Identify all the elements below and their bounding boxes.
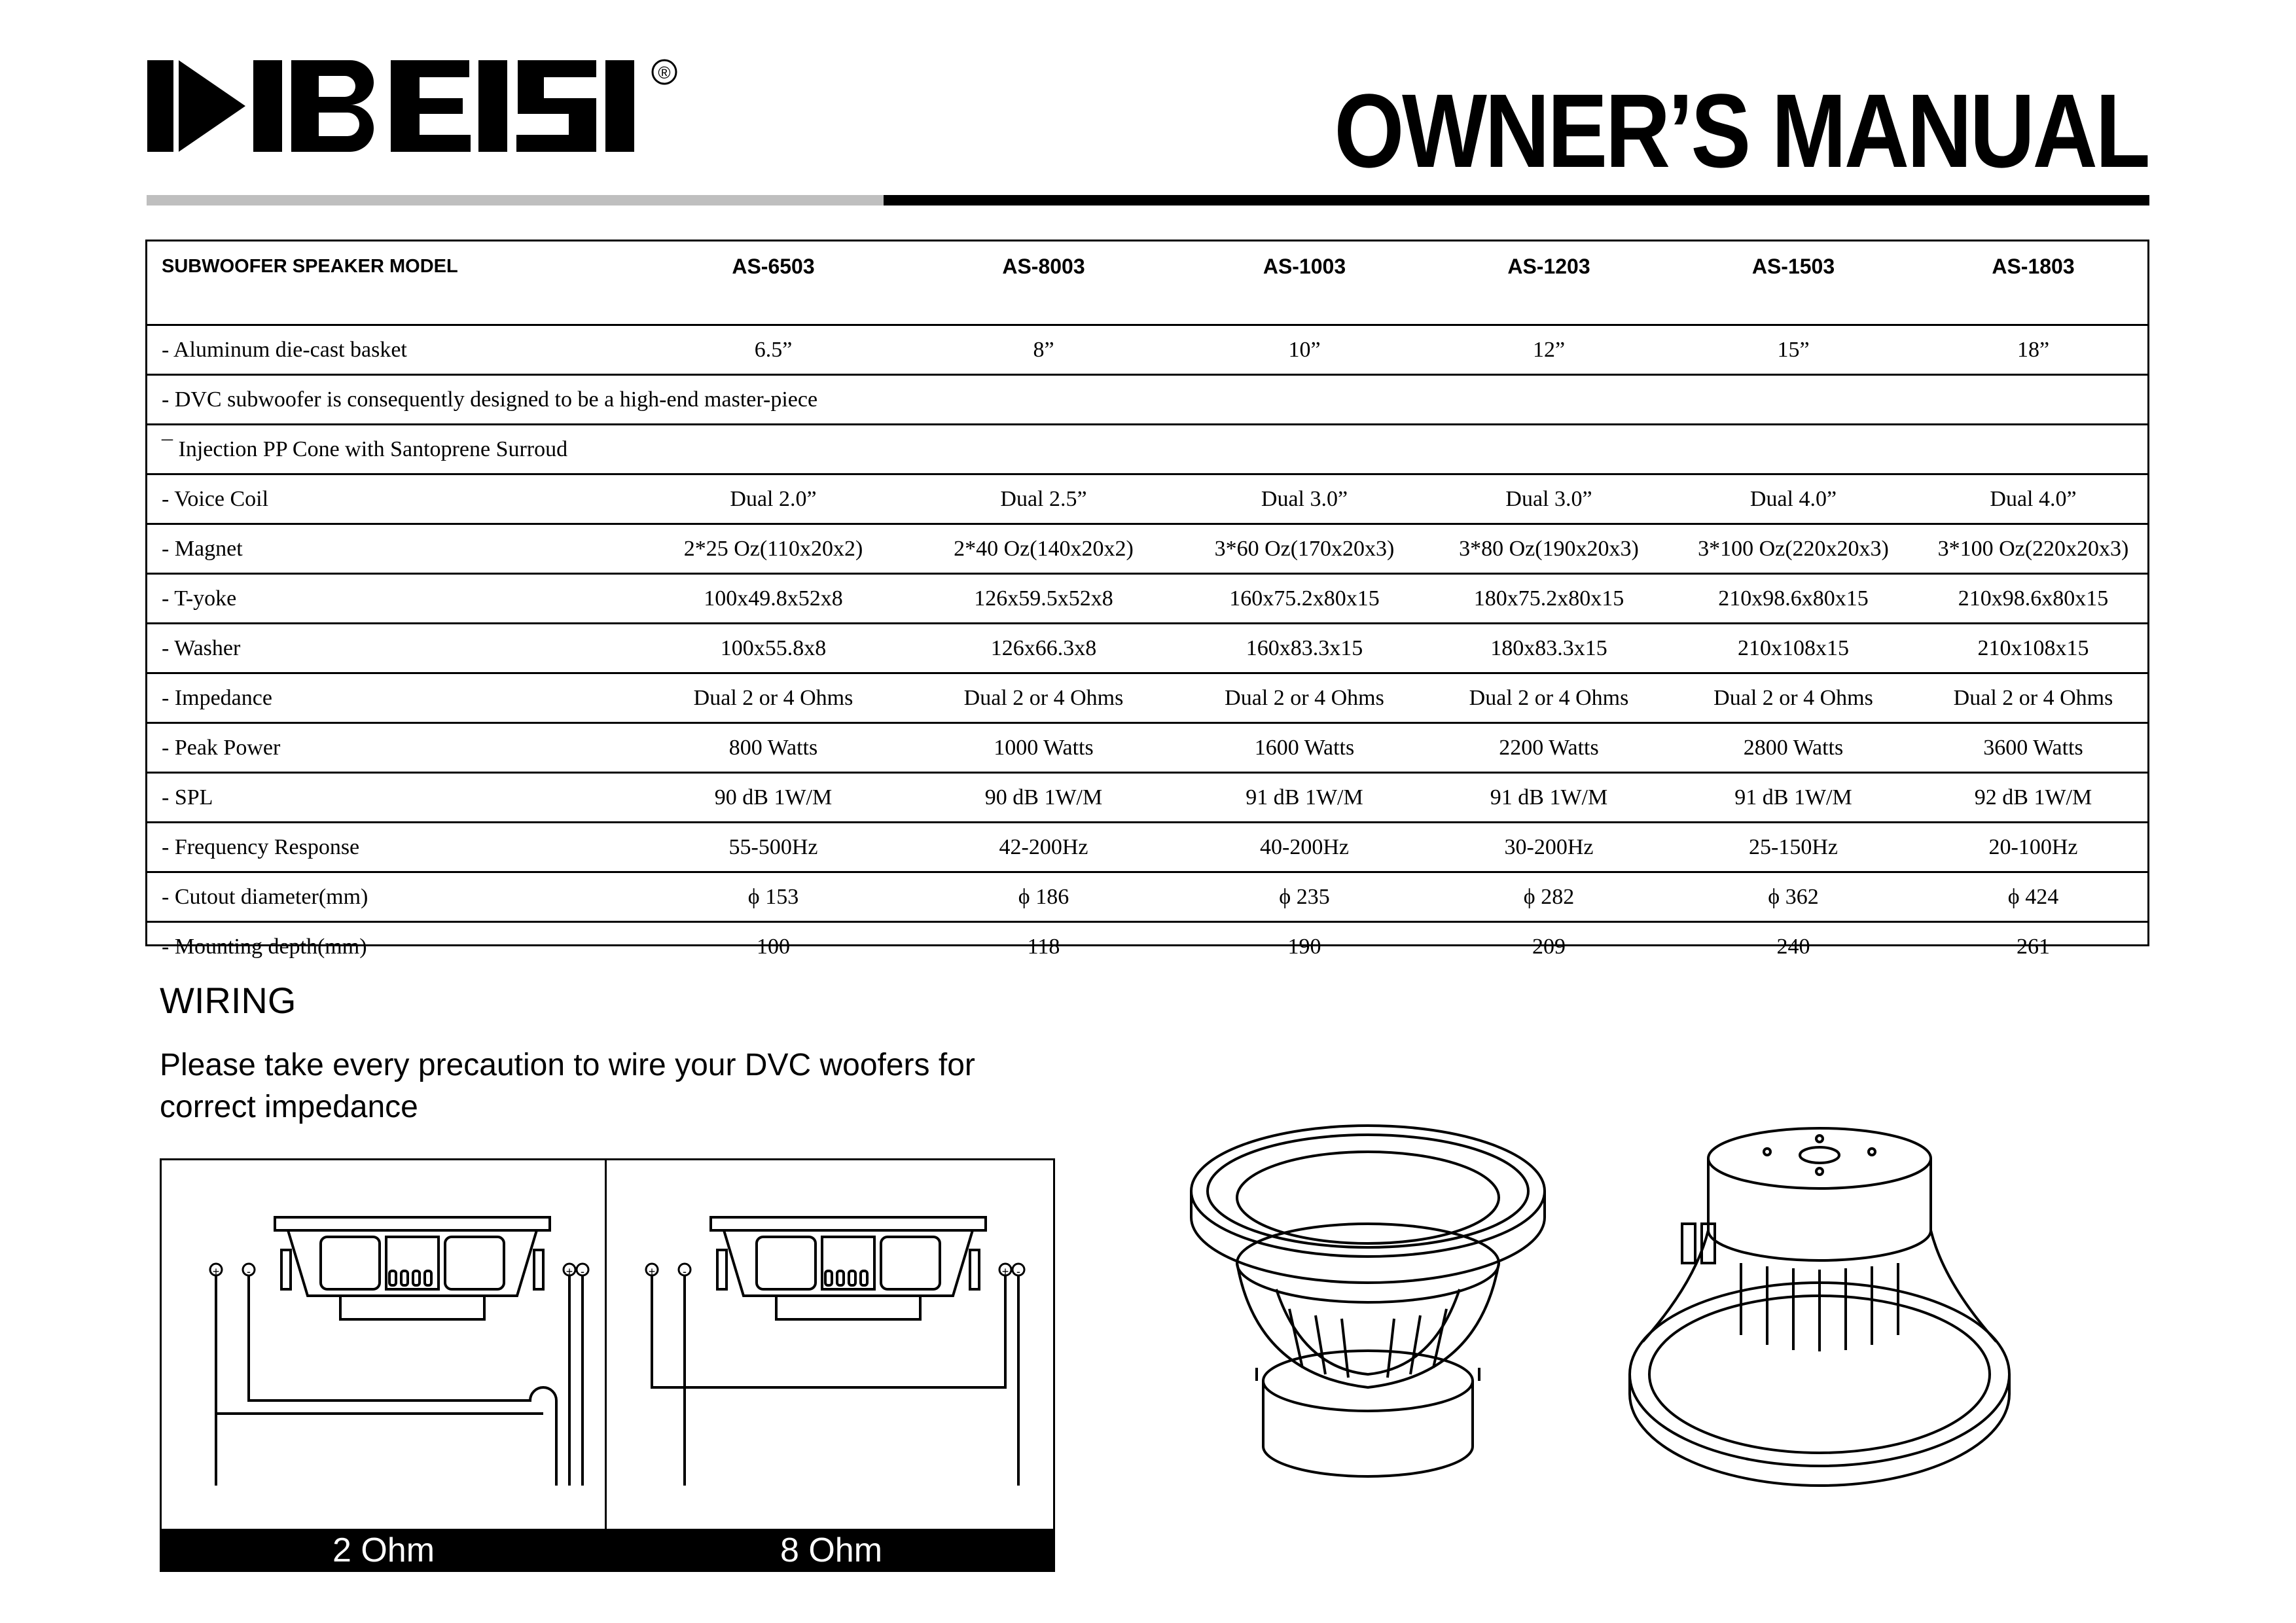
header-rule-grey bbox=[147, 195, 884, 205]
terminal-sign: + bbox=[565, 1265, 573, 1278]
spec-row bbox=[147, 425, 2147, 474]
terminal-sign: + bbox=[1001, 1265, 1009, 1278]
model-name: AS-1503 bbox=[1668, 241, 1919, 325]
spec-value: 180x83.3x15 bbox=[1430, 624, 1668, 673]
spec-value: 180x75.2x80x15 bbox=[1430, 574, 1668, 624]
spec-value: ϕ 153 bbox=[638, 872, 908, 922]
spec-value: 12” bbox=[1430, 325, 1668, 375]
spec-value: 30-200Hz bbox=[1430, 823, 1668, 872]
terminal-sign: + bbox=[648, 1265, 656, 1278]
spec-value: 100x55.8x8 bbox=[638, 624, 908, 673]
spec-value: Dual 2.0” bbox=[638, 474, 908, 524]
terminal-sign: - bbox=[247, 1265, 251, 1278]
terminal-sign: + bbox=[212, 1265, 220, 1278]
spec-row bbox=[147, 922, 2147, 971]
spec-value: 92 dB 1W/M bbox=[1919, 773, 2147, 823]
spec-value: 3*60 Oz(170x20x3) bbox=[1179, 524, 1430, 574]
spec-value: 100 bbox=[757, 934, 790, 959]
spec-value: 210x108x15 bbox=[1919, 624, 2147, 673]
spec-row-label: - Magnet bbox=[147, 524, 638, 574]
spec-value: 1600 Watts bbox=[1179, 723, 1430, 773]
spec-value: Dual 2 or 4 Ohms bbox=[1179, 673, 1430, 723]
spec-row bbox=[147, 823, 2147, 872]
spec-value: ϕ 282 bbox=[1430, 872, 1668, 922]
spec-value: 40-200Hz bbox=[1179, 823, 1430, 872]
spec-value: 3*100 Oz(220x20x3) bbox=[1919, 524, 2147, 574]
spec-row bbox=[147, 723, 2147, 773]
spec-row-label: - Mounting depth(mm) bbox=[162, 934, 367, 959]
spec-row bbox=[147, 375, 2147, 425]
spec-value: 126x59.5x52x8 bbox=[908, 574, 1179, 624]
spec-table bbox=[147, 241, 2147, 971]
caption-8-ohm: 8 Ohm bbox=[780, 1531, 883, 1569]
spec-value: 91 dB 1W/M bbox=[1668, 773, 1919, 823]
spec-value: 2*40 Oz(140x20x2) bbox=[908, 524, 1179, 574]
wiring-title: WIRING bbox=[160, 980, 296, 1021]
spec-header-row bbox=[147, 241, 2147, 325]
spec-value: 90 dB 1W/M bbox=[908, 773, 1179, 823]
spec-row-label: ¯ Injection PP Cone with Santoprene Surroud bbox=[147, 425, 2147, 474]
wiring-diagram-8-ohm bbox=[613, 1198, 1031, 1512]
spec-row-label: - Aluminum die-cast basket bbox=[147, 325, 638, 375]
spec-value: 2*25 Oz(110x20x2) bbox=[638, 524, 908, 574]
spec-value: 1000 Watts bbox=[908, 723, 1179, 773]
spec-value: 90 dB 1W/M bbox=[638, 773, 908, 823]
spec-value: 210x108x15 bbox=[1668, 624, 1919, 673]
model-name: AS-8003 bbox=[908, 241, 1179, 325]
spec-value: Dual 2 or 4 Ohms bbox=[1430, 673, 1668, 723]
spec-value: Dual 2 or 4 Ohms bbox=[1668, 673, 1919, 723]
spec-row-label: - SPL bbox=[147, 773, 638, 823]
spec-value: 210x98.6x80x15 bbox=[1919, 574, 2147, 624]
manual-title: OWNER’S MANUAL bbox=[1334, 72, 2148, 189]
spec-value: 210x98.6x80x15 bbox=[1668, 574, 1919, 624]
spec-value: 100x49.8x52x8 bbox=[638, 574, 908, 624]
spec-value: ϕ 362 bbox=[1668, 872, 1919, 922]
spec-value: 91 dB 1W/M bbox=[1179, 773, 1430, 823]
spec-value: ϕ 235 bbox=[1179, 872, 1430, 922]
spec-value: 3*100 Oz(220x20x3) bbox=[1668, 524, 1919, 574]
model-name: AS-1803 bbox=[1919, 241, 2147, 325]
spec-value: 240 bbox=[1776, 934, 1810, 959]
spec-row bbox=[147, 574, 2147, 624]
spec-value: 20-100Hz bbox=[1919, 823, 2147, 872]
spec-value: Dual 3.0” bbox=[1179, 474, 1430, 524]
spec-value: 126x66.3x8 bbox=[908, 624, 1179, 673]
spec-value: Dual 3.0” bbox=[1430, 474, 1668, 524]
model-name: AS-1203 bbox=[1430, 241, 1668, 325]
terminal-sign: - bbox=[683, 1265, 687, 1278]
subwoofer-back-illustration bbox=[1623, 1126, 2029, 1492]
spec-value: 160x83.3x15 bbox=[1179, 624, 1430, 673]
spec-value: 91 dB 1W/M bbox=[1430, 773, 1668, 823]
wiring-description: Please take every precaution to wire your DVC woofers for correct impedance bbox=[160, 1048, 975, 1124]
spec-row-label: - Cutout diameter(mm) bbox=[147, 872, 638, 922]
spec-row-label: - Frequency Response bbox=[147, 823, 638, 872]
caption-2-ohm: 2 Ohm bbox=[332, 1531, 435, 1569]
spec-value: Dual 4.0” bbox=[1919, 474, 2147, 524]
spec-row-label: - DVC subwoofer is consequently designed to be a high-end master-piece bbox=[147, 375, 2147, 425]
dibeisi-logo bbox=[147, 54, 684, 158]
spec-value: 209 bbox=[1532, 934, 1566, 959]
spec-row bbox=[147, 325, 2147, 375]
spec-value: 261 bbox=[2017, 934, 2050, 959]
spec-row-label: - Washer bbox=[147, 624, 638, 673]
spec-value: Dual 2 or 4 Ohms bbox=[638, 673, 908, 723]
spec-value: 10” bbox=[1179, 325, 1430, 375]
spec-row bbox=[147, 673, 2147, 723]
spec-row-label: - T-yoke bbox=[147, 574, 638, 624]
model-name: AS-1003 bbox=[1179, 241, 1430, 325]
spec-row-label: - Peak Power bbox=[147, 723, 638, 773]
spec-value: 55-500Hz bbox=[638, 823, 908, 872]
terminal-sign: - bbox=[581, 1265, 584, 1278]
spec-value: ϕ 186 bbox=[908, 872, 1179, 922]
registered-mark: ® bbox=[658, 63, 671, 82]
spec-value: 118 bbox=[1027, 934, 1060, 959]
spec-value: Dual 2.5” bbox=[908, 474, 1179, 524]
spec-value: 2200 Watts bbox=[1430, 723, 1668, 773]
spec-row bbox=[147, 624, 2147, 673]
spec-value: 42-200Hz bbox=[908, 823, 1179, 872]
wiring-diagram-2-ohm bbox=[177, 1198, 596, 1512]
spec-value: 160x75.2x80x15 bbox=[1179, 574, 1430, 624]
spec-value: ϕ 424 bbox=[1919, 872, 2147, 922]
spec-row bbox=[147, 524, 2147, 574]
spec-value: 25-150Hz bbox=[1668, 823, 1919, 872]
spec-value: 190 bbox=[1287, 934, 1321, 959]
spec-value: 6.5” bbox=[638, 325, 908, 375]
spec-row bbox=[147, 773, 2147, 823]
spec-row bbox=[147, 872, 2147, 922]
spec-value: Dual 4.0” bbox=[1668, 474, 1919, 524]
spec-row-label: - Impedance bbox=[147, 673, 638, 723]
spec-row-label: - Voice Coil bbox=[147, 474, 638, 524]
header-rule-black bbox=[884, 195, 2149, 205]
spec-value: Dual 2 or 4 Ohms bbox=[1919, 673, 2147, 723]
spec-value: 18” bbox=[1919, 325, 2147, 375]
spec-value: Dual 2 or 4 Ohms bbox=[908, 673, 1179, 723]
spec-value: 15” bbox=[1668, 325, 1919, 375]
subwoofer-front-illustration bbox=[1178, 1113, 1571, 1479]
model-name: AS-6503 bbox=[638, 241, 908, 325]
spec-value: 8” bbox=[908, 325, 1179, 375]
spec-value: 3600 Watts bbox=[1919, 723, 2147, 773]
wiring-divider bbox=[605, 1158, 607, 1531]
spec-value: 800 Watts bbox=[638, 723, 908, 773]
spec-value: 3*80 Oz(190x20x3) bbox=[1430, 524, 1668, 574]
spec-value: 2800 Watts bbox=[1668, 723, 1919, 773]
spec-header-label: SUBWOOFER SPEAKER MODEL bbox=[147, 241, 638, 325]
spec-row bbox=[147, 474, 2147, 524]
terminal-sign: - bbox=[1016, 1265, 1020, 1278]
